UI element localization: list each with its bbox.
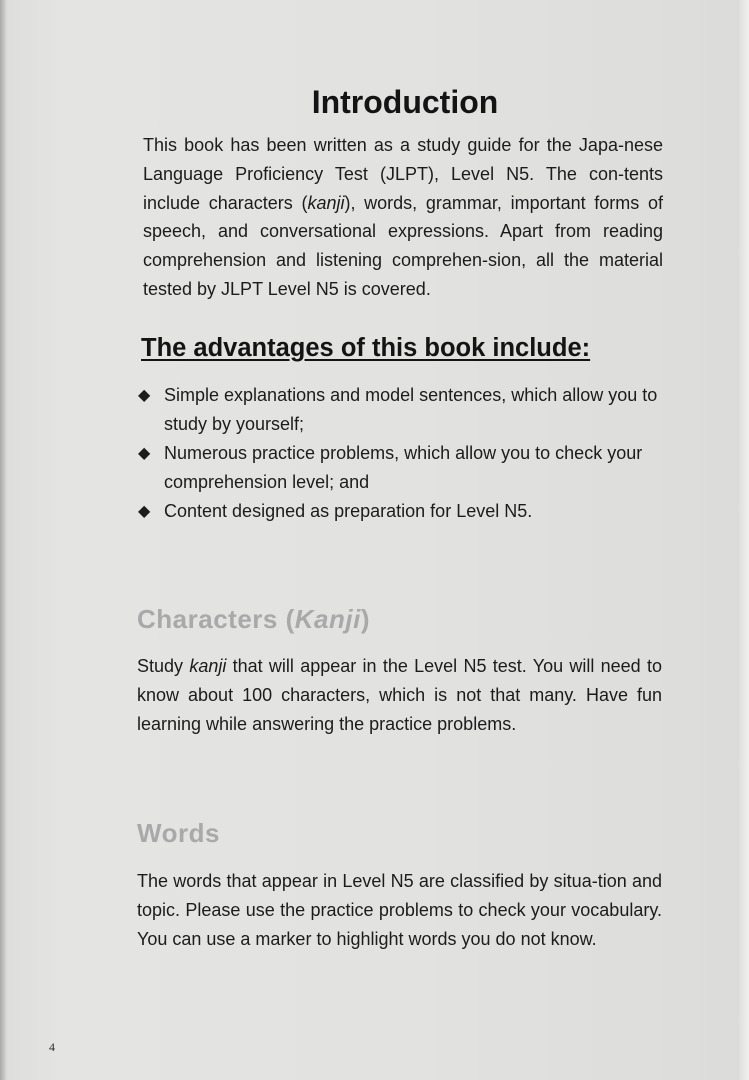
list-item-text: Content designed as preparation for Level N5. [164,501,533,521]
characters-heading-kanji: Kanji [294,604,361,634]
characters-heading-part-2: ) [360,604,370,634]
characters-paragraph [137,652,662,739]
list-item-text: Numerous practice problems, which allow you to check your comprehension level; and [164,443,643,492]
advantages-heading: The advantages of this book include: [141,334,591,362]
page-number: 4 [49,1040,55,1054]
page-edge [739,0,749,1080]
list-item [138,497,666,526]
list-item [138,439,666,497]
characters-text-part-2: that will appear in the Level N5 test. You will need to know about 100 characters, which is not that many. Have fun learning while answering the practice problems. [137,656,662,734]
page-spine-shadow [0,0,6,1080]
list-item-text: Simple explanations and model sentences, which allow you to study by yourself; [164,385,658,434]
intro-text-kanji: kanji [307,192,345,213]
diamond-bullet-icon: ◆ [138,503,151,520]
characters-text-part-1: Study [137,656,190,676]
words-heading: Words [137,818,220,848]
diamond-bullet-icon: ◆ [138,387,151,404]
characters-heading-part-1: Characters ( [137,604,295,634]
intro-paragraph [143,131,663,304]
intro-text-part-2: ), words, grammar, important forms of speech, and conversational expressions. Apart from reading comprehension and listening comprehen-sion, all the material tested by JLPT Level N5 is covered. [143,192,663,299]
words-paragraph: The words that appear in Level N5 are classified by situa-tion and topic. Please use the practice problems to check your vocabulary. You can use a marker to highlight words you do not know. [137,871,662,949]
page-title: Introduction [311,84,499,120]
list-item [138,381,666,439]
advantages-list [138,381,666,526]
characters-text-kanji: kanji [189,656,227,676]
diamond-bullet-icon: ◆ [138,445,151,462]
intro-text-part-1: This book has been written as a study guide for the Japa-nese Language Proficiency Test (JLPT), Level N5. The con-tents include characters ( [143,135,663,213]
characters-heading [137,604,370,635]
